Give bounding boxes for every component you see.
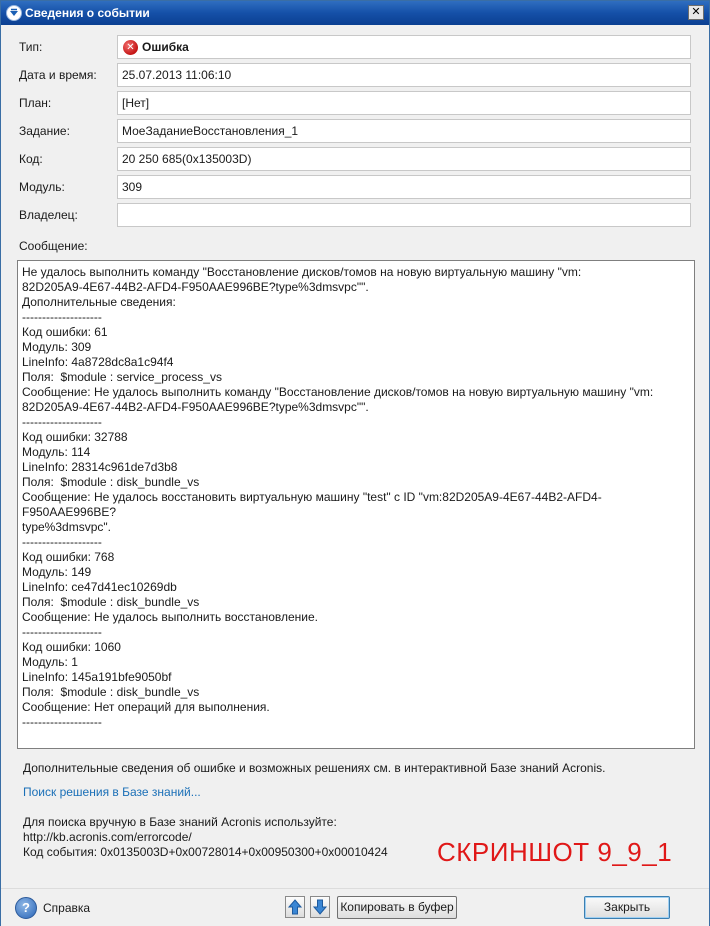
copy-to-clipboard-button[interactable]: Копировать в буфер	[337, 896, 457, 919]
code-field[interactable]: 20 250 685(0x135003D)	[117, 147, 691, 171]
acronis-app-icon	[6, 5, 22, 21]
help-icon[interactable]: ?	[15, 897, 37, 919]
screenshot-watermark: СКРИНШОТ 9_9_1	[437, 837, 673, 867]
help-link[interactable]: Справка	[43, 901, 91, 915]
manual-line-2: http://kb.acronis.com/errorcode/	[23, 830, 192, 844]
message-text-area[interactable]: Не удалось выполнить команду "Восстановление дисков/томов на новую виртуальную машину "vm: 82D205A9-4E67-44B2-AFD4-F950AAE996BE?type%3dmsvpc"". Дополнительные сведения: -------------------- Код ошибки: 61 Модуль: 309 LineInfo: 4a8728dc8a1c94f4 Поля: $module : service_process_vs Сообщение: Не удалось выполнить команду "Восстановление дисков/томов на новую виртуальную машину "vm: 82D205A9-4E67-44B2-AFD4-F950AAE996BE?type%3dmsvpc"". -------------------- Код ошибки: 32788 Модуль: 114 LineInfo: 28314c961de7d3b8 Поля: $module : disk_bundle_vs Сообщение: Не удалось восстановить виртуальную машину "test" с ID "vm:82D205A9-4E67-44B2-AFD4-F950AAE996BE? type%3dmsvpc". -------------------- Код ошибки: 768 Модуль: 149 LineInfo: ce47d41ec10269db Поля: $module : disk_bundle_vs Сообщение: Не удалось выполнить восстановление. -------------------- Код ошибки: 1060 Модуль: 1 LineInfo: 145a191bfe9050bf Поля: $module : disk_bundle_vs Сообщение: Нет операций для выполнения. --------------------	[17, 260, 695, 749]
owner-field[interactable]	[117, 203, 691, 227]
arrow-up-icon	[286, 897, 304, 917]
kb-search-link[interactable]: Поиск решения в Базе знаний...	[23, 785, 201, 799]
task-field[interactable]: МоеЗаданиеВосстановления_1	[117, 119, 691, 143]
type-value: Ошибка	[142, 40, 189, 54]
close-icon: ✕	[691, 6, 701, 18]
footer-bar	[1, 888, 709, 926]
arrow-down-icon	[311, 897, 329, 917]
previous-event-button[interactable]	[285, 896, 305, 918]
datetime-field[interactable]: 25.07.2013 11:06:10	[117, 63, 691, 87]
module-label: Модуль:	[19, 180, 65, 194]
datetime-label: Дата и время:	[19, 68, 97, 82]
plan-field[interactable]: [Нет]	[117, 91, 691, 115]
error-icon: ✕	[123, 40, 138, 55]
titlebar[interactable]	[1, 1, 709, 25]
message-label: Сообщение:	[19, 239, 88, 253]
kb-info-text: Дополнительные сведения об ошибке и возможных решениях см. в интерактивной Базе знаний Acronis.	[23, 761, 606, 775]
plan-label: План:	[19, 96, 52, 110]
window-title: Сведения о событии	[25, 6, 150, 20]
close-button[interactable]: Закрыть	[584, 896, 670, 919]
module-field[interactable]: 309	[117, 175, 691, 199]
type-label: Тип:	[19, 40, 43, 54]
manual-line-1: Для поиска вручную в Базе знаний Acronis используйте:	[23, 815, 337, 829]
manual-line-3: Код события: 0x0135003D+0x00728014+0x00950300+0x00010424	[23, 845, 388, 859]
close-window-button[interactable]	[688, 5, 704, 20]
owner-label: Владелец:	[19, 208, 78, 222]
next-event-button[interactable]	[310, 896, 330, 918]
task-label: Задание:	[19, 124, 70, 138]
code-label: Код:	[19, 152, 43, 166]
manual-search-info	[23, 815, 388, 860]
type-field[interactable]	[117, 35, 691, 59]
